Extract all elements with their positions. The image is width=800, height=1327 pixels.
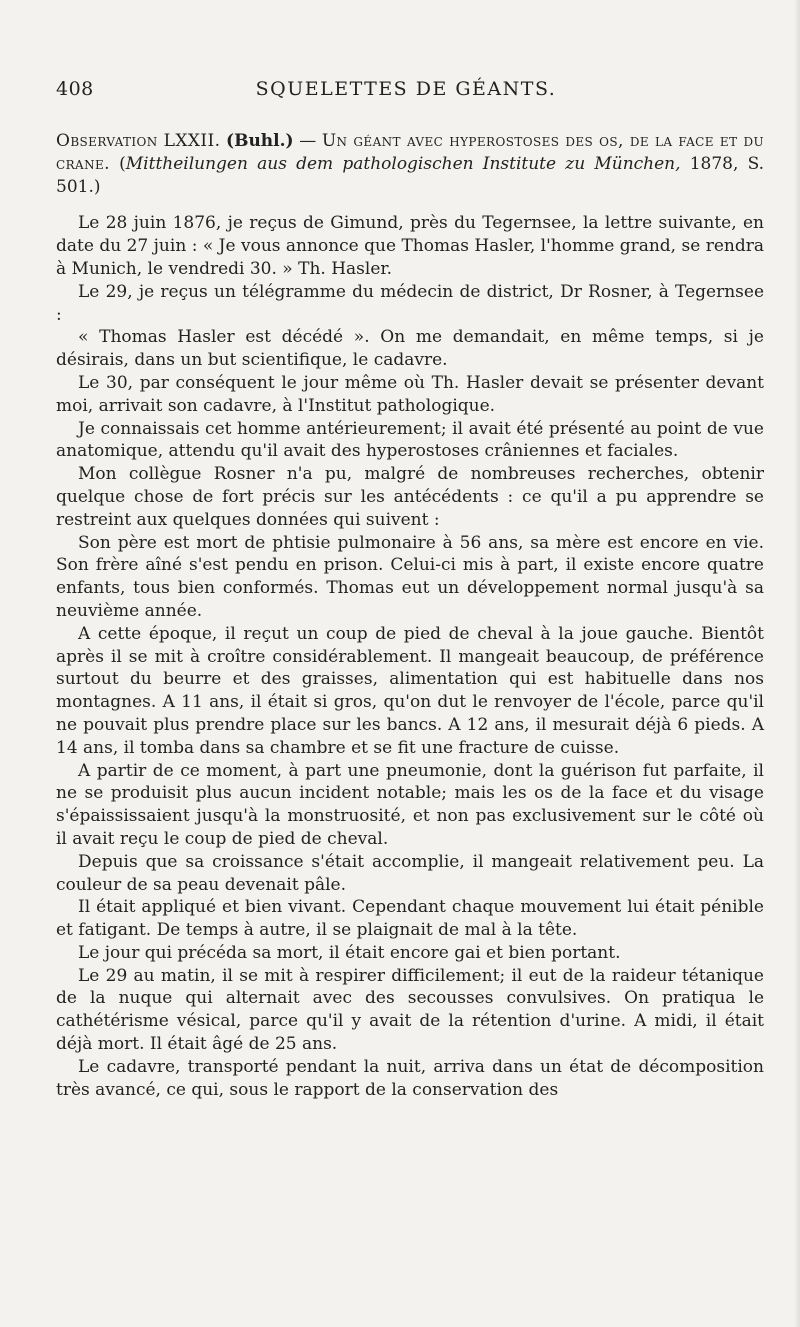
running-title: SQUELETTES DE GÉANTS. bbox=[255, 78, 557, 100]
paragraph-7: Son père est mort de phtisie pulmonaire à 56 ans, sa mère est encore en vie. Son frère aîné s'est pendu en prison. Celui-ci mis à part, il existe encore quatre enfants, tous bien conformés. Thomas eut un développement normal jusqu'à sa neuvième année. bbox=[56, 532, 764, 621]
paragraph-6: Mon collègue Rosner n'a pu, malgré de nombreuses recherches, obtenir quelque chose de fort précis sur les antécédents : ce qu'il a pu apprendre se restreint aux quelques données qui suivent : bbox=[56, 464, 764, 530]
page-header bbox=[56, 78, 756, 104]
paragraph-8: A cette époque, il reçut un coup de pied de cheval à la joue gauche. Bientôt après il se mit à croître considérablement. Il mangeait beaucoup, de préférence surtout du beurre et des graisses, alimentation qui est habituelle dans nos montagnes. A 11 ans, il était si gros, qu'on dut le renvoyer de l'école, parce qu'il ne pouvait plus prendre place sur les bancs. A 12 ans, il mesurait déjà 6 pieds. A 14 ans, il tomba dans sa chambre et se fit une fracture de cuisse. bbox=[56, 623, 764, 758]
observation-title: Un géant avec hyperostoses des os, de la face et du crane. bbox=[56, 131, 765, 174]
paragraph-14: Le cadavre, transporté pendant la nuit, arriva dans un état de décomposition très avancé, ce qui, sous le rapport de la conservation des bbox=[56, 1056, 764, 1100]
body-text bbox=[56, 130, 764, 1101]
paragraph-3: « Thomas Hasler est décédé ». On me demandait, en même temps, si je désirais, dans un but scientifique, le cadavre. bbox=[56, 327, 764, 371]
page-number: 408 bbox=[56, 78, 94, 100]
paragraph-13: Le 29 au matin, il se mit à respirer difficilement; il eut de la raideur tétanique de la nuque qui alternait avec des secousses convulsives. On pratiqua le cathétérisme vésical, parce qu'il y avait de la rétention d'urine. A midi, il était déjà mort. Il était âgé de 25 ans. bbox=[56, 965, 764, 1055]
paragraph-4: Le 30, par conséquent le jour même où Th. Hasler devait se présenter devant moi, arrivait son cadavre, à l'Institut pathologique. bbox=[56, 372, 764, 416]
paragraph-5: Je connaissais cet homme antérieurement; il avait été présenté au point de vue anatomique, attendu qu'il avait des hyperostoses crâniennes et faciales. bbox=[56, 418, 764, 462]
observation-citation: 1878, S. 501.) bbox=[56, 153, 765, 197]
observation-label: Observation LXXII. bbox=[56, 131, 221, 151]
observation-dash: — bbox=[299, 131, 317, 151]
paragraph-12: Le jour qui précéda sa mort, il était encore gai et bien portant. bbox=[78, 942, 621, 963]
paragraph-2: Le 29, je reçus un télégramme du médecin de district, Dr Rosner, à Tegernsee : bbox=[56, 281, 764, 325]
paragraph-9: A partir de ce moment, à part une pneumonie, dont la guérison fut parfaite, il ne se produisit plus aucun incident notable; mais les os de la face et du visage s'épaississaient jusqu'à la monstruosité, et non pas exclusivement sur le côté où il avait reçu le coup de pied de cheval. bbox=[56, 760, 764, 849]
observation-author: (Buhl.) bbox=[226, 131, 294, 151]
observation-source: Mittheilungen aus dem pathologischen Institute zu München, bbox=[125, 153, 681, 174]
paragraph-11: Il était appliqué et bien vivant. Cependant chaque mouvement lui était pénible et fatigant. De temps à autre, il se plaignait de mal à la tête. bbox=[56, 897, 764, 941]
paragraph-10: Depuis que sa croissance s'était accomplie, il mangeait relativement peu. La couleur de sa peau devenait pâle. bbox=[56, 851, 764, 895]
page-edge-shadow bbox=[794, 0, 800, 1327]
paragraph-1: Le 28 juin 1876, je reçus de Gimund, près du Tegernsee, la lettre suivante, en date du 27 juin : « Je vous annonce que Thomas Hasler, l'homme grand, se rendra à Munich, le vendredi 30. » Th. Hasler. bbox=[56, 213, 764, 279]
observation-line: Observation LXXII. (Buhl.) — Un géant avec hyperostoses des os, de la face et du crane. (Mittheilungen aus dem pathologischen Institute zu München, 1878, S. 501.) bbox=[56, 131, 765, 197]
observation-heading bbox=[56, 130, 764, 198]
